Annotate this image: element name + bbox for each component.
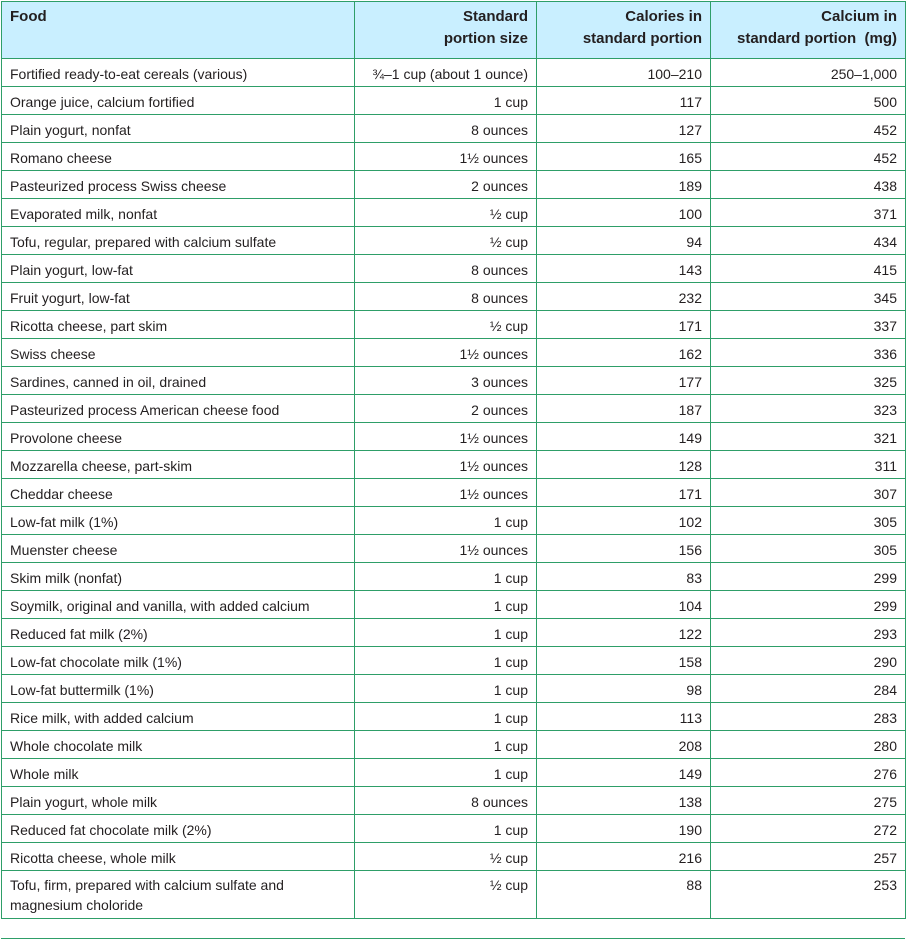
- calcium-cell: 283: [711, 703, 906, 731]
- calories-cell: 187: [537, 395, 711, 423]
- food-cell: Pasteurized process American cheese food: [2, 395, 355, 423]
- portion-cell: 1 cup: [355, 731, 537, 759]
- food-cell: Soymilk, original and vanilla, with added calcium: [2, 591, 355, 619]
- table-row: [2, 255, 906, 283]
- table-row: [2, 143, 906, 171]
- calcium-cell: 434: [711, 227, 906, 255]
- calories-cell: 94: [537, 227, 711, 255]
- food-cell: Fortified ready-to-eat cereals (various): [2, 59, 355, 87]
- table-row: [2, 563, 906, 591]
- header-calories-line1: Calories in: [625, 8, 702, 25]
- portion-cell: 2 ounces: [355, 171, 537, 199]
- food-cell: Low-fat chocolate milk (1%): [2, 647, 355, 675]
- calories-cell: 100–210: [537, 59, 711, 87]
- portion-cell: ½ cup: [355, 843, 537, 871]
- portion-cell: 1 cup: [355, 647, 537, 675]
- portion-cell: ½ cup: [355, 199, 537, 227]
- calories-cell: 171: [537, 479, 711, 507]
- calcium-cell: 452: [711, 115, 906, 143]
- table-row: [2, 367, 906, 395]
- table-row: [2, 115, 906, 143]
- portion-cell: 8 ounces: [355, 115, 537, 143]
- header-row: [2, 2, 906, 59]
- calcium-cell: 280: [711, 731, 906, 759]
- calcium-cell: 325: [711, 367, 906, 395]
- portion-cell: 8 ounces: [355, 283, 537, 311]
- table-row: [2, 87, 906, 115]
- food-cell: Low-fat milk (1%): [2, 507, 355, 535]
- header-calcium-line1: Calcium in: [821, 8, 897, 25]
- calcium-foods-table: [1, 1, 906, 919]
- food-cell: Plain yogurt, whole milk: [2, 787, 355, 815]
- portion-cell: 8 ounces: [355, 255, 537, 283]
- food-cell: Cheddar cheese: [2, 479, 355, 507]
- table-row: [2, 171, 906, 199]
- portion-cell: ½ cup: [355, 227, 537, 255]
- food-cell: Tofu, regular, prepared with calcium sulfate: [2, 227, 355, 255]
- header-food: [2, 2, 355, 59]
- calcium-cell: 323: [711, 395, 906, 423]
- table-row: [2, 59, 906, 87]
- calcium-cell: 305: [711, 507, 906, 535]
- food-cell: Pasteurized process Swiss cheese: [2, 171, 355, 199]
- calcium-cell: 371: [711, 199, 906, 227]
- table-row: [2, 283, 906, 311]
- calcium-cell: 272: [711, 815, 906, 843]
- table-row: [2, 479, 906, 507]
- calcium-cell: 438: [711, 171, 906, 199]
- calcium-cell: 345: [711, 283, 906, 311]
- calories-cell: 138: [537, 787, 711, 815]
- food-cell: Whole chocolate milk: [2, 731, 355, 759]
- food-cell: Orange juice, calcium fortified: [2, 87, 355, 115]
- table-row: [2, 339, 906, 367]
- calories-cell: 122: [537, 619, 711, 647]
- calcium-cell: 452: [711, 143, 906, 171]
- table-row: [2, 591, 906, 619]
- header-portion-line1: Standard: [462, 8, 528, 25]
- calories-cell: 83: [537, 563, 711, 591]
- food-cell: Low-fat buttermilk (1%): [2, 675, 355, 703]
- calories-cell: 232: [537, 283, 711, 311]
- calories-cell: 149: [537, 759, 711, 787]
- calcium-cell: 253: [711, 871, 906, 919]
- food-cell: Plain yogurt, nonfat: [2, 115, 355, 143]
- header-calories-line2: standard portion: [582, 30, 702, 47]
- calcium-cell: 276: [711, 759, 906, 787]
- calories-cell: 113: [537, 703, 711, 731]
- table-row: [2, 535, 906, 563]
- calcium-cell: 290: [711, 647, 906, 675]
- calcium-cell: 336: [711, 339, 906, 367]
- calcium-cell: 321: [711, 423, 906, 451]
- food-cell: Romano cheese: [2, 143, 355, 171]
- calcium-cell: 307: [711, 479, 906, 507]
- table-row: [2, 731, 906, 759]
- calcium-cell: 500: [711, 87, 906, 115]
- table-row: [2, 619, 906, 647]
- table-row: [2, 815, 906, 843]
- calories-cell: 171: [537, 311, 711, 339]
- header-portion-line2: portion size: [443, 30, 528, 47]
- calories-cell: 208: [537, 731, 711, 759]
- calories-cell: 156: [537, 535, 711, 563]
- calories-cell: 158: [537, 647, 711, 675]
- table-header: [2, 2, 906, 59]
- calcium-cell: 299: [711, 591, 906, 619]
- calories-cell: 189: [537, 171, 711, 199]
- food-cell: Tofu, firm, prepared with calcium sulfate and magnesium choloride: [2, 871, 355, 919]
- table-row: [2, 507, 906, 535]
- table-row: [2, 675, 906, 703]
- calories-cell: 128: [537, 451, 711, 479]
- food-cell: Reduced fat chocolate milk (2%): [2, 815, 355, 843]
- calories-cell: 127: [537, 115, 711, 143]
- table-row: [2, 871, 906, 919]
- portion-cell: 1 cup: [355, 87, 537, 115]
- calcium-cell: 250–1,000: [711, 59, 906, 87]
- table-row: [2, 423, 906, 451]
- table-row: [2, 451, 906, 479]
- calcium-cell: 299: [711, 563, 906, 591]
- food-cell: Muenster cheese: [2, 535, 355, 563]
- portion-cell: 1 cup: [355, 619, 537, 647]
- table-row: [2, 199, 906, 227]
- portion-cell: 1½ ounces: [355, 423, 537, 451]
- food-cell: Rice milk, with added calcium: [2, 703, 355, 731]
- calories-cell: 162: [537, 339, 711, 367]
- portion-cell: 1 cup: [355, 759, 537, 787]
- portion-cell: 1 cup: [355, 703, 537, 731]
- portion-cell: 1 cup: [355, 815, 537, 843]
- table-row: [2, 311, 906, 339]
- portion-cell: 1½ ounces: [355, 479, 537, 507]
- header-calcium: [711, 2, 906, 59]
- portion-cell: 3 ounces: [355, 367, 537, 395]
- table-row: [2, 759, 906, 787]
- portion-cell: 8 ounces: [355, 787, 537, 815]
- calcium-cell: 293: [711, 619, 906, 647]
- calories-cell: 165: [537, 143, 711, 171]
- portion-cell: 1 cup: [355, 507, 537, 535]
- calories-cell: 149: [537, 423, 711, 451]
- food-cell: Reduced fat milk (2%): [2, 619, 355, 647]
- food-cell: Plain yogurt, low-fat: [2, 255, 355, 283]
- header-calories: [537, 2, 711, 59]
- food-cell: Ricotta cheese, whole milk: [2, 843, 355, 871]
- food-cell: Mozzarella cheese, part-skim: [2, 451, 355, 479]
- table-row: [2, 395, 906, 423]
- calories-cell: 88: [537, 871, 711, 919]
- food-cell: Fruit yogurt, low-fat: [2, 283, 355, 311]
- portion-cell: 1½ ounces: [355, 143, 537, 171]
- calories-cell: 117: [537, 87, 711, 115]
- table-row: [2, 843, 906, 871]
- calories-cell: 177: [537, 367, 711, 395]
- table-row: [2, 703, 906, 731]
- calcium-cell: 311: [711, 451, 906, 479]
- portion-cell: 1 cup: [355, 591, 537, 619]
- food-cell: Sardines, canned in oil, drained: [2, 367, 355, 395]
- calories-cell: 216: [537, 843, 711, 871]
- header-calcium-line2: standard portion (mg): [737, 30, 897, 47]
- portion-cell: ½ cup: [355, 311, 537, 339]
- calcium-cell: 337: [711, 311, 906, 339]
- food-cell: Swiss cheese: [2, 339, 355, 367]
- portion-cell: ¾–1 cup (about 1 ounce): [355, 59, 537, 87]
- food-cell: Provolone cheese: [2, 423, 355, 451]
- table-row: [2, 787, 906, 815]
- calories-cell: 102: [537, 507, 711, 535]
- portion-cell: 1½ ounces: [355, 535, 537, 563]
- portion-cell: 1½ ounces: [355, 339, 537, 367]
- calories-cell: 143: [537, 255, 711, 283]
- header-portion: [355, 2, 537, 59]
- food-cell: Skim milk (nonfat): [2, 563, 355, 591]
- portion-cell: 1 cup: [355, 563, 537, 591]
- table-row: [2, 227, 906, 255]
- table-continuation-border: [1, 938, 905, 943]
- food-cell: Evaporated milk, nonfat: [2, 199, 355, 227]
- calories-cell: 98: [537, 675, 711, 703]
- table-body: [2, 59, 906, 919]
- portion-cell: ½ cup: [355, 871, 537, 919]
- calcium-cell: 257: [711, 843, 906, 871]
- header-food-label: Food: [10, 8, 47, 25]
- portion-cell: 1 cup: [355, 675, 537, 703]
- calories-cell: 100: [537, 199, 711, 227]
- portion-cell: 2 ounces: [355, 395, 537, 423]
- calories-cell: 190: [537, 815, 711, 843]
- calcium-cell: 284: [711, 675, 906, 703]
- food-cell: Ricotta cheese, part skim: [2, 311, 355, 339]
- calcium-cell: 415: [711, 255, 906, 283]
- food-cell: Whole milk: [2, 759, 355, 787]
- calcium-cell: 275: [711, 787, 906, 815]
- calcium-cell: 305: [711, 535, 906, 563]
- portion-cell: 1½ ounces: [355, 451, 537, 479]
- calories-cell: 104: [537, 591, 711, 619]
- table-row: [2, 647, 906, 675]
